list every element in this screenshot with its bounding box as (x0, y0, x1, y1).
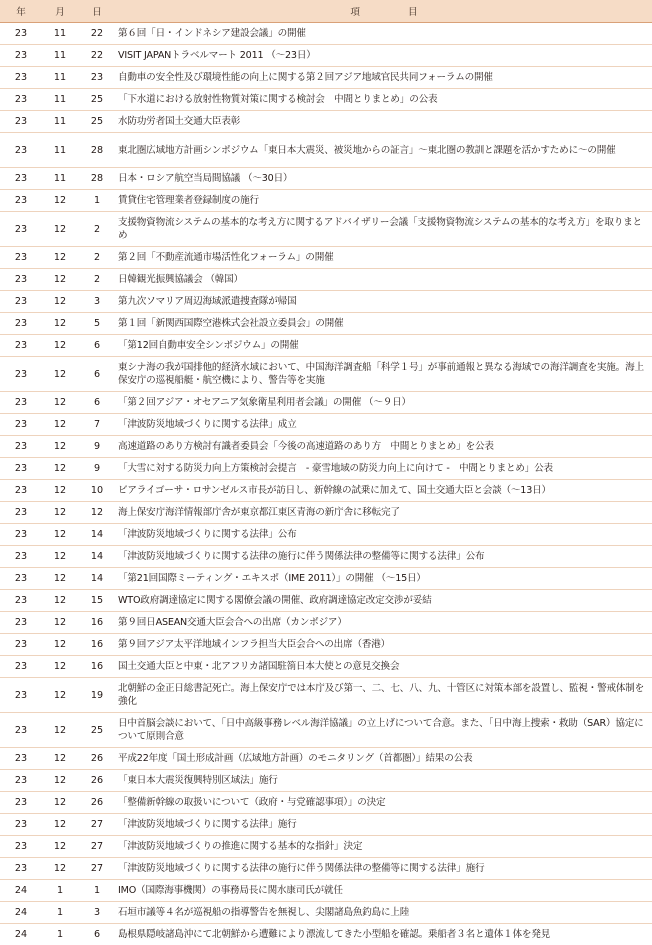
table-row (0, 133, 652, 168)
table-row (0, 814, 652, 836)
year-cell: 23 (0, 770, 42, 792)
event-cell: 「津波防災地域づくりに関する法律」施行 (116, 814, 652, 836)
event-cell: 賃貸住宅管理業者登録制度の施行 (116, 190, 652, 212)
table-row (0, 792, 652, 814)
event-cell: 第１回「新関西国際空港株式会社設立委員会」の開催 (116, 313, 652, 335)
event-cell: 「津波防災地域づくりに関する法律の施行に伴う関係法律の整備等に関する法律」公布 (116, 546, 652, 568)
year-cell: 23 (0, 45, 42, 67)
day-cell: 16 (78, 634, 116, 656)
year-cell: 23 (0, 656, 42, 678)
day-cell: 22 (78, 45, 116, 67)
event-cell: 海上保安庁海洋情報部庁舎が東京都江東区青海の新庁舎に移転完了 (116, 502, 652, 524)
month-cell: 12 (42, 612, 78, 634)
day-cell: 12 (78, 502, 116, 524)
table-row (0, 678, 652, 713)
day-cell: 6 (78, 335, 116, 357)
year-cell: 23 (0, 858, 42, 880)
table-row (0, 524, 652, 546)
month-cell: 12 (42, 590, 78, 612)
day-cell: 27 (78, 836, 116, 858)
year-cell: 23 (0, 792, 42, 814)
day-cell: 14 (78, 524, 116, 546)
event-cell: 日韓観光振興協議会 （韓国） (116, 269, 652, 291)
month-cell: 12 (42, 436, 78, 458)
event-cell: 水防功労者国土交通大臣表彰 (116, 111, 652, 133)
month-cell: 11 (42, 89, 78, 111)
month-cell: 12 (42, 357, 78, 392)
day-cell: 3 (78, 902, 116, 924)
table-row (0, 458, 652, 480)
event-cell: 「大雪に対する防災力向上方策検討会提言 - 豪雪地域の防災力向上に向けて - 中間とりまとめ」公表 (116, 458, 652, 480)
year-cell: 23 (0, 168, 42, 190)
month-cell: 12 (42, 269, 78, 291)
year-cell: 23 (0, 89, 42, 111)
table-row (0, 414, 652, 436)
month-cell: 12 (42, 313, 78, 335)
year-cell: 23 (0, 357, 42, 392)
table-row (0, 502, 652, 524)
month-cell: 12 (42, 858, 78, 880)
event-cell: 東北圏広域地方計画シンポジウム「東日本大震災、被災地からの証言」～東北圏の教訓と課題を活かすために～の開催 (116, 133, 652, 168)
event-cell: 国土交通大臣と中東・北アフリカ諸国駐箚日本大使との意見交換会 (116, 656, 652, 678)
year-cell: 23 (0, 546, 42, 568)
day-cell: 9 (78, 458, 116, 480)
table-row (0, 546, 652, 568)
day-cell: 27 (78, 858, 116, 880)
table-row (0, 770, 652, 792)
year-cell: 23 (0, 713, 42, 748)
table-row (0, 436, 652, 458)
table-row (0, 111, 652, 133)
month-cell: 12 (42, 392, 78, 414)
day-cell: 6 (78, 924, 116, 945)
day-cell: 3 (78, 291, 116, 313)
table-row (0, 23, 652, 45)
month-cell: 12 (42, 458, 78, 480)
year-cell: 23 (0, 748, 42, 770)
table-row (0, 291, 652, 313)
year-cell: 23 (0, 23, 42, 45)
year-cell: 23 (0, 133, 42, 168)
event-cell: 石垣市議等４名が巡視船の指導警告を無視し、尖閣諸島魚釣島に上陸 (116, 902, 652, 924)
header-month: 月 (42, 0, 78, 23)
table-row (0, 67, 652, 89)
month-cell: 11 (42, 45, 78, 67)
event-cell: 「津波防災地域づくりに関する法律」成立 (116, 414, 652, 436)
event-cell: 第９回日ASEAN交通大臣会合への出席（カンボジア） (116, 612, 652, 634)
day-cell: 28 (78, 168, 116, 190)
table-row (0, 612, 652, 634)
event-cell: 第６回「日・インドネシア建設会議」の開催 (116, 23, 652, 45)
day-cell: 9 (78, 436, 116, 458)
day-cell: 25 (78, 713, 116, 748)
table-row (0, 902, 652, 924)
month-cell: 11 (42, 168, 78, 190)
year-cell: 23 (0, 612, 42, 634)
month-cell: 12 (42, 748, 78, 770)
event-cell: 東シナ海の我が国排他的経済水域において、中国海洋調査船「科学１号」が事前通報と異なる海域での海洋調査を実施。海上保安庁の巡視船艇・航空機により、警告等を実施 (116, 357, 652, 392)
year-cell: 23 (0, 67, 42, 89)
month-cell: 1 (42, 880, 78, 902)
month-cell: 12 (42, 792, 78, 814)
table-row (0, 590, 652, 612)
year-cell: 23 (0, 524, 42, 546)
event-cell: 「東日本大震災復興特別区域法」施行 (116, 770, 652, 792)
event-cell: 高速道路のあり方検討有識者委員会「今後の高速道路のあり方 中間とりまとめ」を公表 (116, 436, 652, 458)
event-cell: 「第２回アジア・オセアニア気象衛星利用者会議」の開催 （～９日） (116, 392, 652, 414)
day-cell: 1 (78, 190, 116, 212)
year-cell: 23 (0, 247, 42, 269)
table-row (0, 335, 652, 357)
month-cell: 12 (42, 335, 78, 357)
table-row (0, 924, 652, 945)
year-cell: 23 (0, 269, 42, 291)
day-cell: 25 (78, 111, 116, 133)
year-cell: 23 (0, 313, 42, 335)
day-cell: 1 (78, 880, 116, 902)
day-cell: 10 (78, 480, 116, 502)
table-row (0, 89, 652, 111)
event-cell: 平成22年度「国土形成計画（広域地方計画）のモニタリング（首都圏）」結果の公表 (116, 748, 652, 770)
event-cell: 「津波防災地域づくりに関する法律の施行に伴う関係法律の整備等に関する法律」施行 (116, 858, 652, 880)
month-cell: 12 (42, 291, 78, 313)
year-cell: 23 (0, 392, 42, 414)
day-cell: 23 (78, 67, 116, 89)
day-cell: 22 (78, 23, 116, 45)
year-cell: 23 (0, 814, 42, 836)
month-cell: 12 (42, 546, 78, 568)
table-row (0, 880, 652, 902)
event-cell: 「第21回国際ミーティング・エキスポ（IME 2011）」の開催 （～15日） (116, 568, 652, 590)
day-cell: 26 (78, 792, 116, 814)
day-cell: 2 (78, 212, 116, 247)
year-cell: 23 (0, 414, 42, 436)
year-cell: 23 (0, 458, 42, 480)
event-cell: VISIT JAPANトラベルマート 2011 （～23日） (116, 45, 652, 67)
table-row (0, 656, 652, 678)
event-cell: 日中首脳会談において、「日中高級事務レベル海洋協議」の立上げについて合意。また、「日中海上捜索・救助（SAR）協定について原則合意 (116, 713, 652, 748)
year-cell: 23 (0, 111, 42, 133)
table-row (0, 212, 652, 247)
table-row (0, 190, 652, 212)
table-row (0, 269, 652, 291)
event-cell: 「津波防災地域づくりの推進に関する基本的な指針」決定 (116, 836, 652, 858)
year-cell: 23 (0, 335, 42, 357)
year-cell: 23 (0, 212, 42, 247)
month-cell: 12 (42, 656, 78, 678)
month-cell: 11 (42, 23, 78, 45)
event-cell: 「津波防災地域づくりに関する法律」公布 (116, 524, 652, 546)
month-cell: 12 (42, 814, 78, 836)
table-row (0, 247, 652, 269)
day-cell: 16 (78, 612, 116, 634)
month-cell: 12 (42, 212, 78, 247)
year-cell: 23 (0, 836, 42, 858)
event-cell: 「第12回自動車安全シンポジウム」の開催 (116, 335, 652, 357)
header-year: 年 (0, 0, 42, 23)
month-cell: 11 (42, 111, 78, 133)
header-day: 日 (78, 0, 116, 23)
day-cell: 15 (78, 590, 116, 612)
day-cell: 2 (78, 269, 116, 291)
year-cell: 24 (0, 924, 42, 945)
day-cell: 2 (78, 247, 116, 269)
day-cell: 7 (78, 414, 116, 436)
table-row (0, 480, 652, 502)
table-row (0, 748, 652, 770)
day-cell: 25 (78, 89, 116, 111)
day-cell: 26 (78, 770, 116, 792)
month-cell: 12 (42, 247, 78, 269)
year-cell: 23 (0, 502, 42, 524)
year-cell: 24 (0, 880, 42, 902)
month-cell: 12 (42, 568, 78, 590)
day-cell: 27 (78, 814, 116, 836)
event-cell: IMO（国際海事機関）の事務局長に関水康司氏が就任 (116, 880, 652, 902)
day-cell: 26 (78, 748, 116, 770)
event-cell: 「下水道における放射性物質対策に関する検討会 中間とりまとめ」の公表 (116, 89, 652, 111)
table-row (0, 713, 652, 748)
month-cell: 1 (42, 902, 78, 924)
event-cell: 日本・ロシア航空当局間協議 （～30日） (116, 168, 652, 190)
year-cell: 23 (0, 291, 42, 313)
event-cell: 第２回「不動産流通市場活性化フォーラム」の開催 (116, 247, 652, 269)
header-event: 項 目 (116, 0, 652, 23)
event-cell: 支援物資物流システムの基本的な考え方に関するアドバイザリー会議「支援物資物流システムの基本的な考え方」を取りまとめ (116, 212, 652, 247)
table-row (0, 357, 652, 392)
year-cell: 23 (0, 590, 42, 612)
year-cell: 23 (0, 568, 42, 590)
day-cell: 19 (78, 678, 116, 713)
month-cell: 12 (42, 634, 78, 656)
event-cell: 第九次ソマリア周辺海域派遣捜査隊が帰国 (116, 291, 652, 313)
event-cell: WTO政府調達協定に関する閣僚会議の開催、政府調達協定改定交渉が妥結 (116, 590, 652, 612)
month-cell: 11 (42, 133, 78, 168)
event-cell: 第９回アジア太平洋地域インフラ担当大臣会合への出席（香港） (116, 634, 652, 656)
day-cell: 6 (78, 392, 116, 414)
table-row (0, 313, 652, 335)
month-cell: 12 (42, 480, 78, 502)
year-cell: 24 (0, 902, 42, 924)
table-row (0, 45, 652, 67)
event-cell: 島根県隠岐諸島沖にて北朝鮮から遭難により漂流してきた小型船を確認。乗船者３名と遺体１体を発見 (116, 924, 652, 945)
table-row (0, 168, 652, 190)
header-row (0, 0, 652, 23)
year-cell: 23 (0, 678, 42, 713)
table-row (0, 634, 652, 656)
month-cell: 1 (42, 924, 78, 945)
year-cell: 23 (0, 634, 42, 656)
month-cell: 12 (42, 713, 78, 748)
month-cell: 12 (42, 524, 78, 546)
month-cell: 12 (42, 414, 78, 436)
event-cell: 北朝鮮の金正日総書記死亡。海上保安庁では本庁及び第一、二、七、八、九、十管区に対策本部を設置し、監視・警戒体制を強化 (116, 678, 652, 713)
table-row (0, 858, 652, 880)
month-cell: 12 (42, 190, 78, 212)
day-cell: 14 (78, 568, 116, 590)
day-cell: 28 (78, 133, 116, 168)
year-cell: 23 (0, 190, 42, 212)
table-row (0, 568, 652, 590)
month-cell: 11 (42, 67, 78, 89)
day-cell: 6 (78, 357, 116, 392)
month-cell: 12 (42, 836, 78, 858)
year-cell: 23 (0, 436, 42, 458)
day-cell: 16 (78, 656, 116, 678)
event-cell: ビアライゴーサ・ロサンゼルス市長が訪日し、新幹線の試乗に加えて、国土交通大臣と会談（～13日） (116, 480, 652, 502)
month-cell: 12 (42, 502, 78, 524)
event-cell: 「整備新幹線の取扱いについて（政府・与党確認事項）」の決定 (116, 792, 652, 814)
event-cell: 自動車の安全性及び環境性能の向上に関する第２回アジア地域官民共同フォーラムの開催 (116, 67, 652, 89)
year-cell: 23 (0, 480, 42, 502)
month-cell: 12 (42, 678, 78, 713)
day-cell: 5 (78, 313, 116, 335)
day-cell: 14 (78, 546, 116, 568)
table-row (0, 836, 652, 858)
table-row (0, 392, 652, 414)
month-cell: 12 (42, 770, 78, 792)
